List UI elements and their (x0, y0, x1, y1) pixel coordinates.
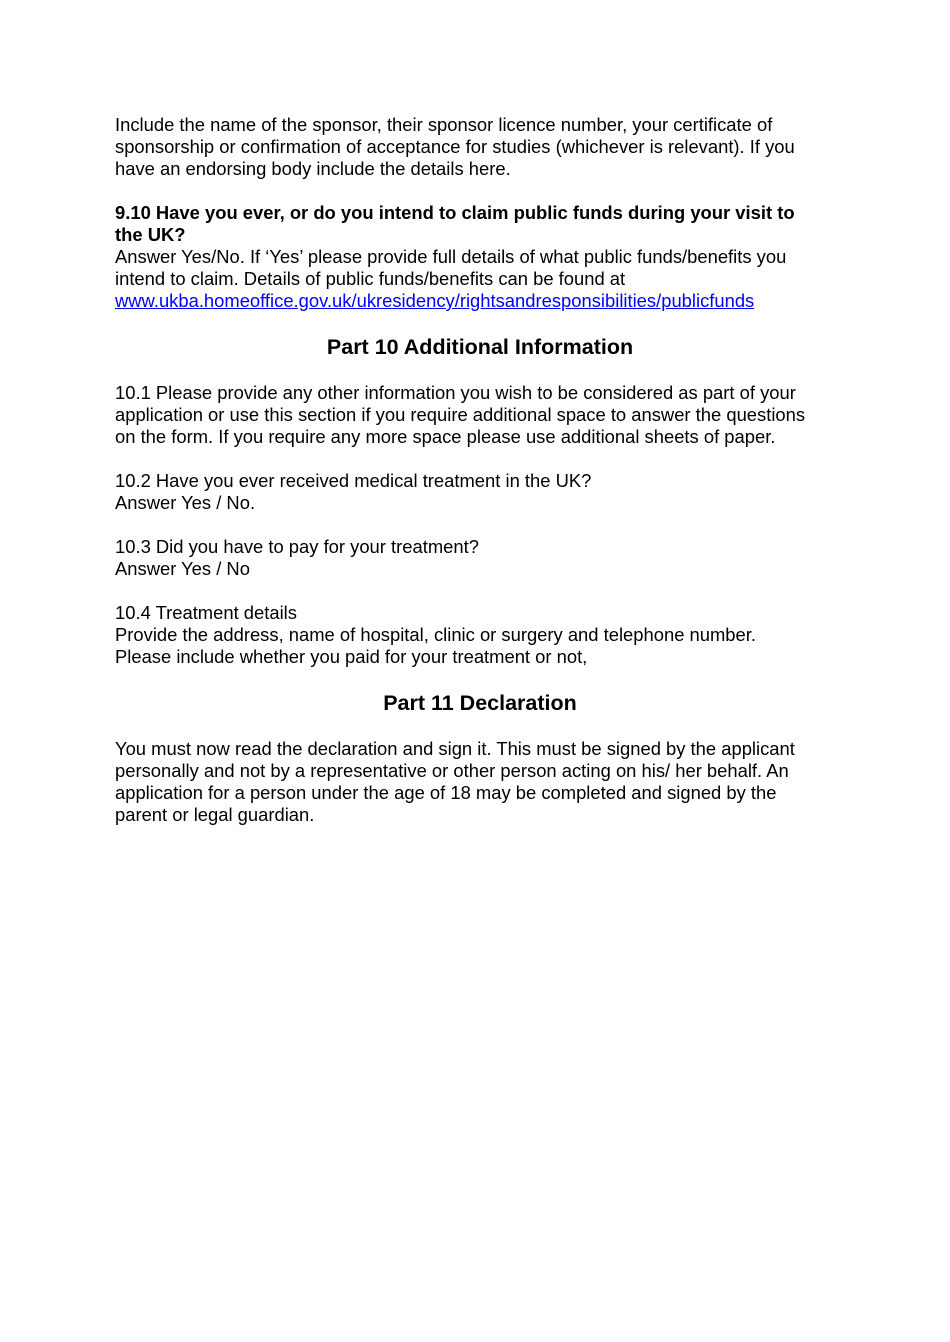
sponsor-instructions-line: Include the name of the sponsor, their sponsor licence number, your certificate of (115, 114, 773, 135)
public-funds-link[interactable]: www.ukba.homeoffice.gov.uk/ukresidency/rightsandresponsibilities/publicfunds (115, 290, 755, 311)
sponsor-instructions-line: sponsorship or confirmation of acceptance for studies (whichever is relevant). If you (115, 136, 795, 157)
question-10-2-answer: Answer Yes / No. (115, 492, 256, 513)
part-11-heading: Part 11 Declaration (383, 691, 577, 715)
question-9-10-heading: 9.10 Have you ever, or do you intend to claim public funds during your visit to (115, 202, 795, 223)
question-9-10-heading: the UK? (115, 224, 186, 245)
question-9-10-answer: Answer Yes/No. If ‘Yes’ please provide full details of what public funds/benefits you (115, 246, 787, 267)
question-10-2-text: 10.2 Have you ever received medical treatment in the UK? (115, 470, 592, 491)
question-9-10-answer: intend to claim. Details of public funds/benefits can be found at (115, 268, 626, 289)
declaration-line: application for a person under the age of 18 may be completed and signed by the (115, 782, 777, 803)
sponsor-instructions (115, 114, 845, 180)
question-10-1-line: application or use this section if you require additional space to answer the questions (115, 404, 806, 425)
declaration-line: personally and not by a representative or other person acting on his/ her behalf. An (115, 760, 789, 781)
question-10-1 (115, 382, 845, 448)
sponsor-instructions-line: have an endorsing body include the details here. (115, 158, 511, 179)
question-10-3-text: 10.3 Did you have to pay for your treatment? (115, 536, 479, 557)
part-10-heading: Part 10 Additional Information (326, 335, 634, 359)
question-10-1-line: 10.1 Please provide any other information you wish to be considered as part of your (115, 382, 796, 403)
declaration-line: You must now read the declaration and sign it. This must be signed by the applicant (115, 738, 795, 759)
question-10-4-line: Please include whether you paid for your treatment or not, (115, 646, 588, 667)
question-10-4-line: Provide the address, name of hospital, clinic or surgery and telephone number. (115, 624, 756, 645)
question-10-4 (115, 602, 845, 668)
question-10-4-text: 10.4 Treatment details (115, 602, 297, 623)
declaration-line: parent or legal guardian. (115, 804, 315, 825)
question-10-1-line: on the form. If you require any more space please use additional sheets of paper. (115, 426, 776, 447)
declaration-text (115, 738, 845, 826)
question-10-2 (115, 470, 845, 514)
question-10-3-answer: Answer Yes / No (115, 558, 250, 579)
question-9-10 (115, 202, 845, 312)
question-10-3 (115, 536, 845, 580)
document-content (115, 114, 845, 848)
